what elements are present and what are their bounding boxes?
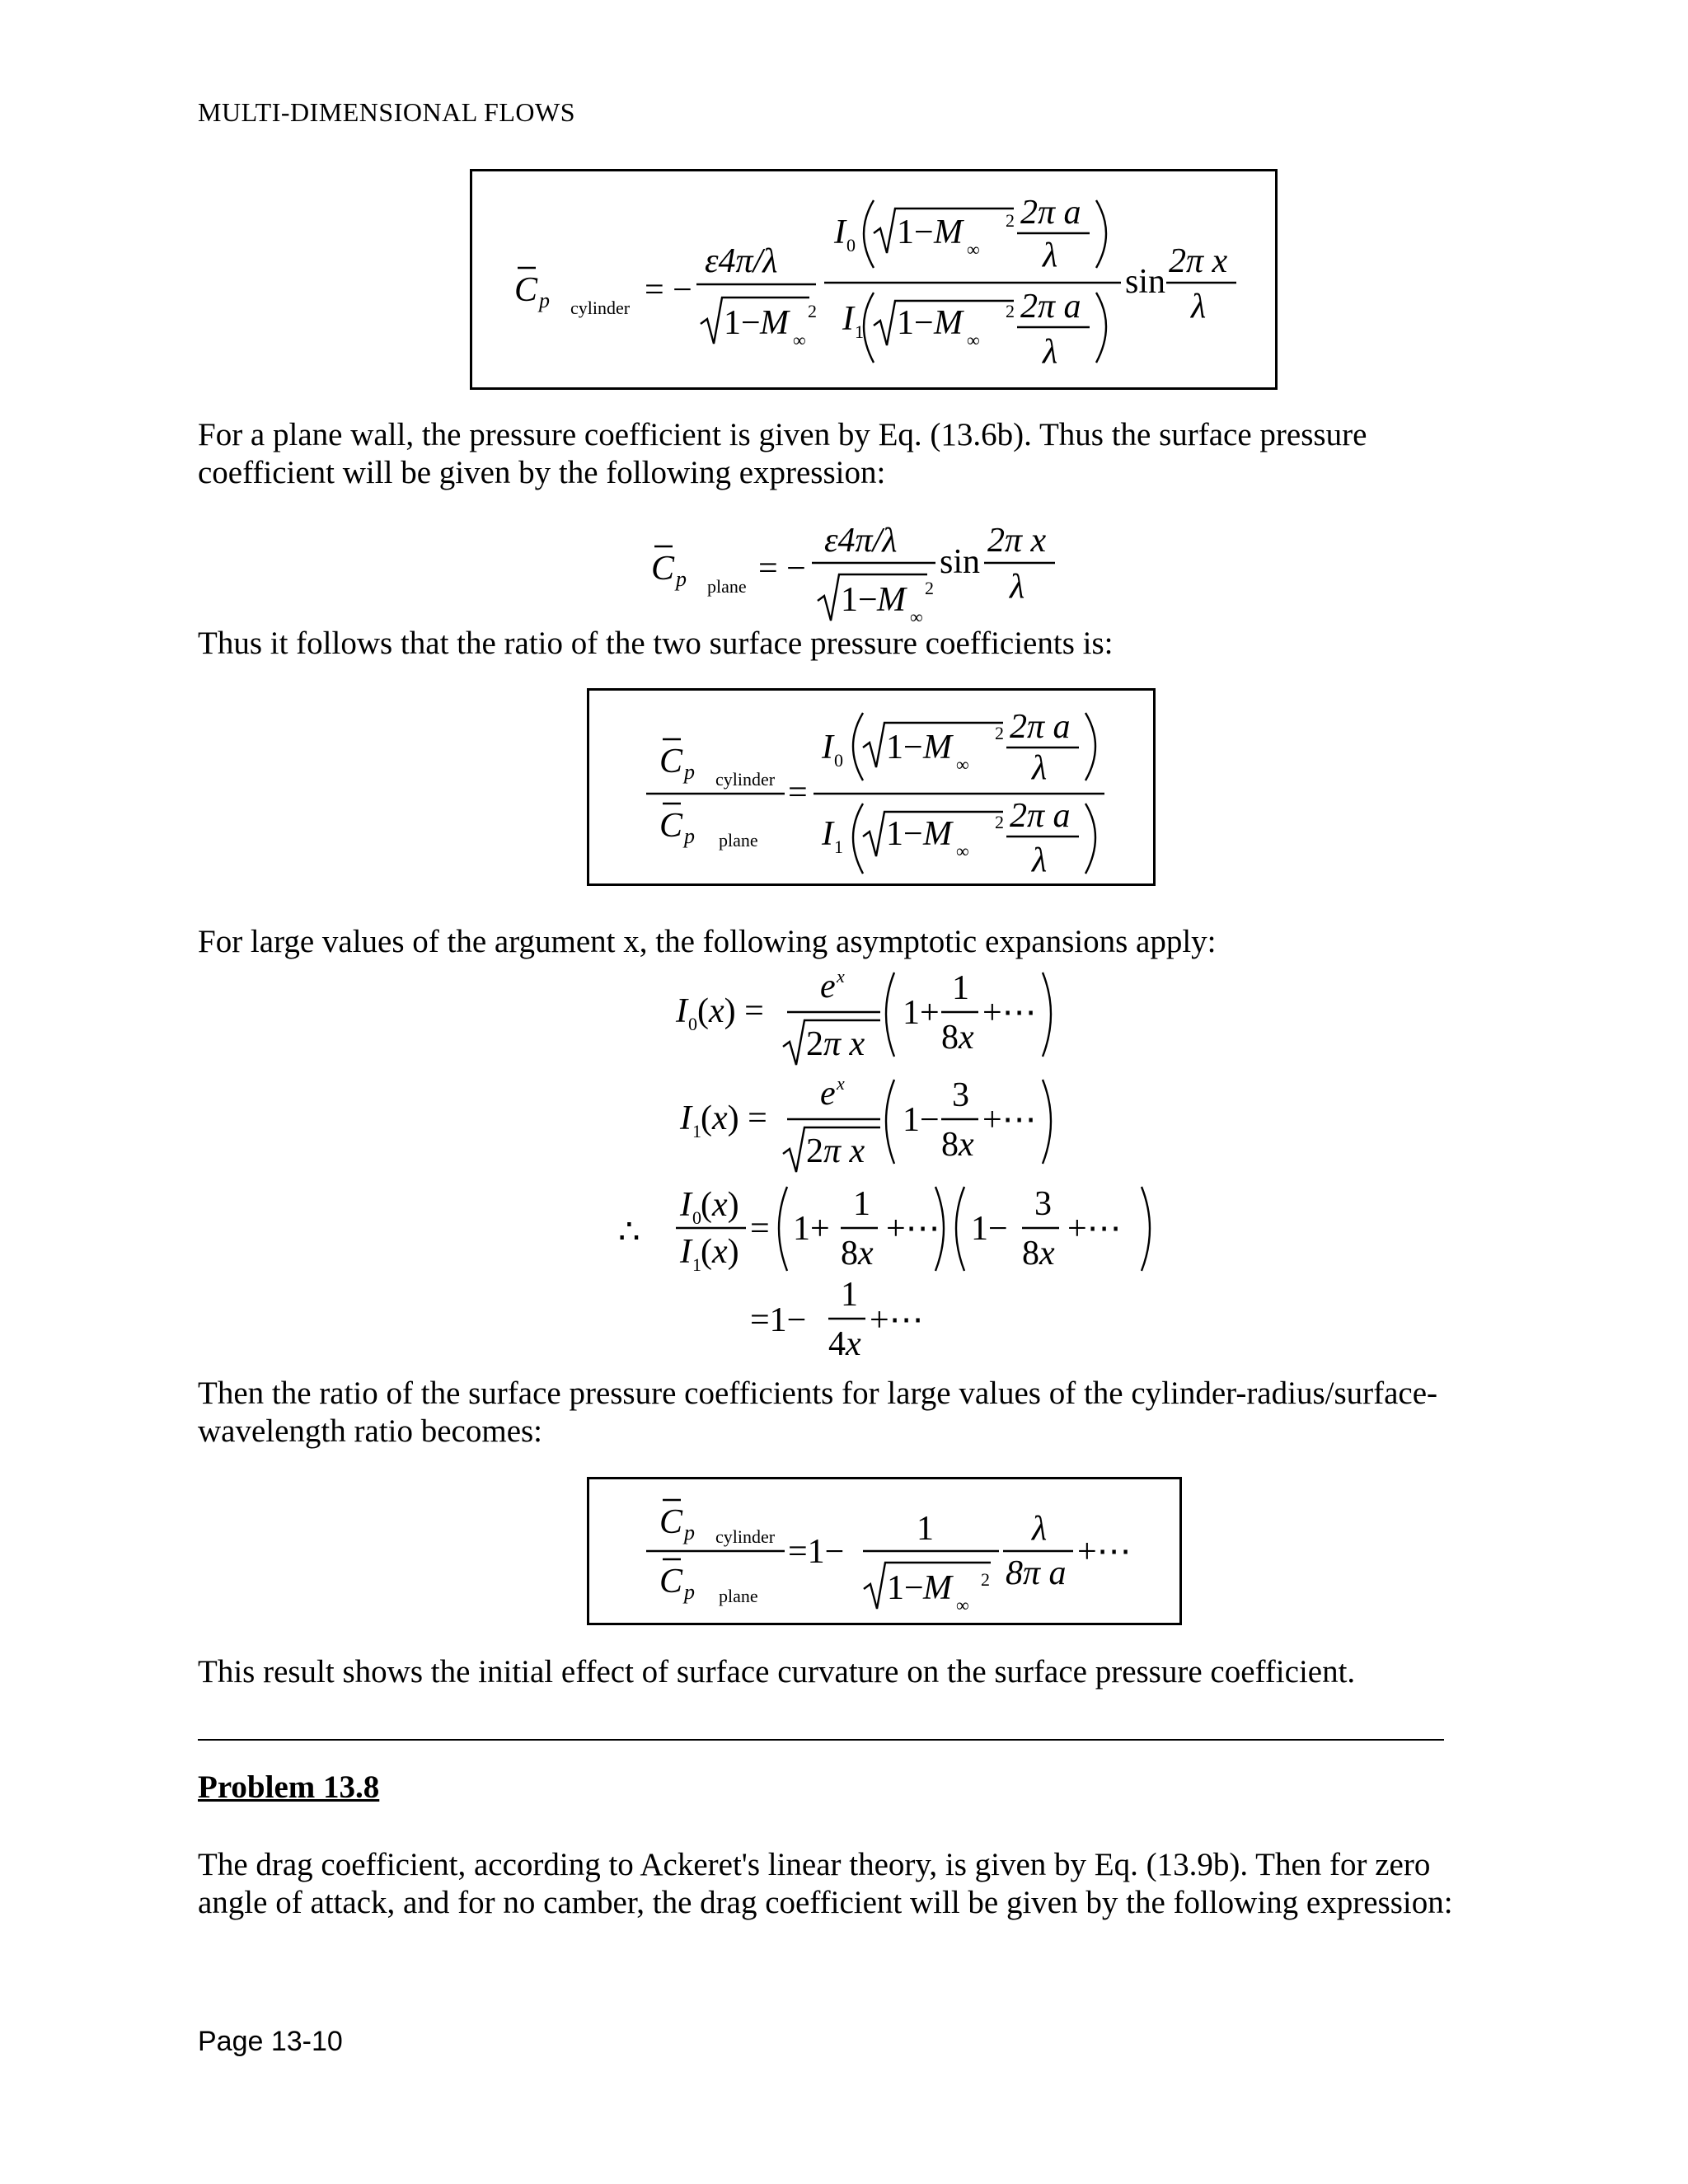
svg-text:∞: ∞ [956,754,969,775]
svg-text:2π a: 2π a [1020,194,1081,232]
paragraph-drag: The drag coefficient, according to Ackeret's linear theory, is given by Eq. (13.9b). Then for zero angle of attack, and for no camber, the drag coefficient will be given by the following expression: [198,1847,1453,1920]
svg-text:1: 1 [834,837,843,857]
svg-text:2: 2 [1006,301,1015,321]
paragraph-asymptotic-intro: For large values of the argument x, the following asymptotic expansions apply: [198,924,1217,959]
svg-text:C: C [651,550,675,588]
svg-text:M: M [934,304,963,342]
svg-text:∞: ∞ [793,330,806,350]
svg-text:2: 2 [995,723,1004,743]
svg-text:2: 2 [981,1569,990,1590]
svg-text:C: C [659,807,683,845]
svg-text:p: p [684,1521,695,1544]
svg-text:+⋯: +⋯ [1067,1210,1122,1248]
svg-text:cylinder: cylinder [715,1526,776,1547]
svg-text:2: 2 [1006,210,1015,231]
paragraph-plane-wall: For a plane wall, the pressure coefficient is given by Eq. (13.6b). Thus the surface pressure coefficient will be given by the following expression: [198,417,1367,490]
svg-text:1−: 1− [724,304,761,342]
svg-text:1: 1 [855,321,864,342]
svg-text:+⋯: +⋯ [982,1101,1037,1139]
svg-text:I: I [842,300,854,338]
svg-text:λ: λ [1010,568,1025,606]
svg-text:2π x: 2π x [806,1132,865,1170]
svg-text:∴: ∴ [618,1213,640,1251]
svg-text:x: x [837,1073,845,1094]
svg-text:1: 1 [692,1121,701,1141]
svg-text:C: C [659,1563,683,1601]
svg-text:1: 1 [853,1185,870,1223]
svg-text:1−: 1− [886,815,923,853]
svg-text:8x: 8x [941,1126,974,1164]
svg-text:I: I [822,729,833,766]
svg-text:I: I [676,992,687,1030]
svg-text:2π a: 2π a [1010,797,1071,835]
svg-text:= −: = − [645,271,692,309]
svg-text:plane: plane [719,830,758,851]
svg-text:0: 0 [692,1207,701,1228]
svg-text:λ: λ [1032,749,1048,787]
svg-text:0: 0 [834,750,843,771]
svg-text:=: = [788,774,808,812]
svg-text:2π x: 2π x [1169,242,1228,280]
page-number: Page 13-10 [198,2026,343,2057]
svg-text:+⋯: +⋯ [1077,1533,1132,1571]
equation-final-ratio [587,1477,1182,1625]
svg-text:∞: ∞ [956,841,969,861]
svg-text:1+: 1+ [903,994,940,1032]
paragraph-result: This result shows the initial effect of surface curvature on the surface pressure coefficient. [198,1654,1356,1690]
paragraph-large-ratio: Then the ratio of the surface pressure coefficients for large values of the cylinder-radius/surface-wavelength ratio becomes: [198,1376,1438,1449]
svg-text:sin: sin [940,543,981,581]
svg-text:e: e [820,968,836,1005]
svg-text:cylinder: cylinder [715,769,776,790]
svg-text:∞: ∞ [956,1595,969,1615]
svg-text:0: 0 [846,235,856,255]
svg-text:∞: ∞ [910,607,923,627]
svg-text:8x: 8x [941,1019,974,1057]
equation-asymptotic [618,964,1195,1376]
svg-text:x: x [837,966,845,987]
svg-text:1−: 1− [887,1569,924,1607]
running-header: MULTI-DIMENSIONAL FLOWS [198,97,575,127]
svg-text:λ: λ [1043,333,1058,371]
svg-text:p: p [684,824,695,848]
svg-text:plane: plane [707,576,747,597]
svg-text:I: I [834,213,846,251]
svg-text:M: M [923,815,952,853]
svg-text:I: I [822,815,833,853]
svg-text:2π x: 2π x [987,522,1047,560]
svg-text:=: = [750,1210,770,1248]
svg-text:(x) =: (x) = [701,1099,767,1137]
svg-text:M: M [923,729,952,766]
svg-text:8x: 8x [1022,1235,1055,1272]
eps-numerator: ε4π/λ [705,242,778,280]
svg-text:plane: plane [719,1586,758,1606]
svg-text:M: M [934,213,963,251]
svg-text:I: I [680,1186,692,1224]
svg-text:ε4π/λ: ε4π/λ [824,522,898,560]
paragraph-ratio-intro: Thus it follows that the ratio of the two surface pressure coefficients is: [198,626,1114,661]
p-subscript: p [539,288,550,312]
svg-text:2: 2 [995,812,1004,832]
svg-text:+⋯: +⋯ [982,994,1037,1032]
svg-text:λ: λ [1032,1510,1048,1548]
svg-text:8π a: 8π a [1006,1554,1067,1592]
svg-text:1: 1 [917,1510,934,1548]
equation-plane-cp [643,515,1088,639]
svg-text:2: 2 [808,301,817,321]
svg-text:C: C [659,743,683,780]
svg-text:λ: λ [1191,288,1207,326]
svg-text:I: I [680,1233,692,1271]
section-divider [198,1739,1444,1741]
equation-ratio [587,688,1156,886]
svg-text:2π a: 2π a [1010,708,1071,746]
svg-text:2: 2 [925,578,934,598]
svg-text:1−: 1− [897,304,934,342]
svg-text:1: 1 [952,969,969,1007]
svg-text:= −: = − [758,550,806,588]
svg-text:p: p [684,1580,695,1604]
svg-text:1: 1 [841,1276,858,1314]
svg-text:1+: 1+ [793,1210,830,1248]
svg-text:∞: ∞ [967,330,980,350]
equation-cylinder-cp [470,169,1278,390]
svg-text:(x): (x) [701,1233,739,1271]
svg-text:3: 3 [1034,1185,1052,1223]
svg-text:p: p [684,760,695,784]
svg-text:I: I [680,1099,692,1137]
svg-text:1−: 1− [971,1210,1008,1248]
svg-text:=1−: =1− [750,1301,807,1339]
svg-text:1−: 1− [841,581,878,619]
svg-text:0: 0 [688,1014,697,1034]
svg-text:2π a: 2π a [1020,288,1081,326]
svg-text:(x): (x) [701,1186,739,1224]
svg-text:1−: 1− [897,213,934,251]
svg-text:2π x: 2π x [806,1025,865,1063]
cylinder-label: cylinder [570,298,631,318]
problem-heading: Problem 13.8 [198,1769,380,1805]
svg-text:M: M [760,304,789,342]
svg-text:+⋯: +⋯ [870,1301,924,1339]
svg-text:M: M [877,581,906,619]
svg-text:1: 1 [692,1254,701,1275]
svg-text:sin: sin [1125,263,1166,301]
svg-text:C: C [659,1503,683,1541]
svg-text:∞: ∞ [967,239,980,260]
svg-text:8x: 8x [841,1235,874,1272]
c-symbol: C [514,271,538,309]
svg-text:3: 3 [952,1076,969,1114]
svg-text:4x: 4x [828,1325,861,1363]
svg-text:λ: λ [1043,237,1058,274]
svg-text:+⋯: +⋯ [886,1210,940,1248]
svg-text:=1−: =1− [788,1533,845,1571]
svg-text:p: p [676,567,687,591]
svg-text:(x) =: (x) = [697,992,764,1030]
svg-text:1−: 1− [886,729,923,766]
svg-text:e: e [820,1075,836,1113]
svg-text:M: M [923,1569,952,1607]
svg-text:λ: λ [1032,841,1048,879]
svg-text:1−: 1− [903,1101,940,1139]
